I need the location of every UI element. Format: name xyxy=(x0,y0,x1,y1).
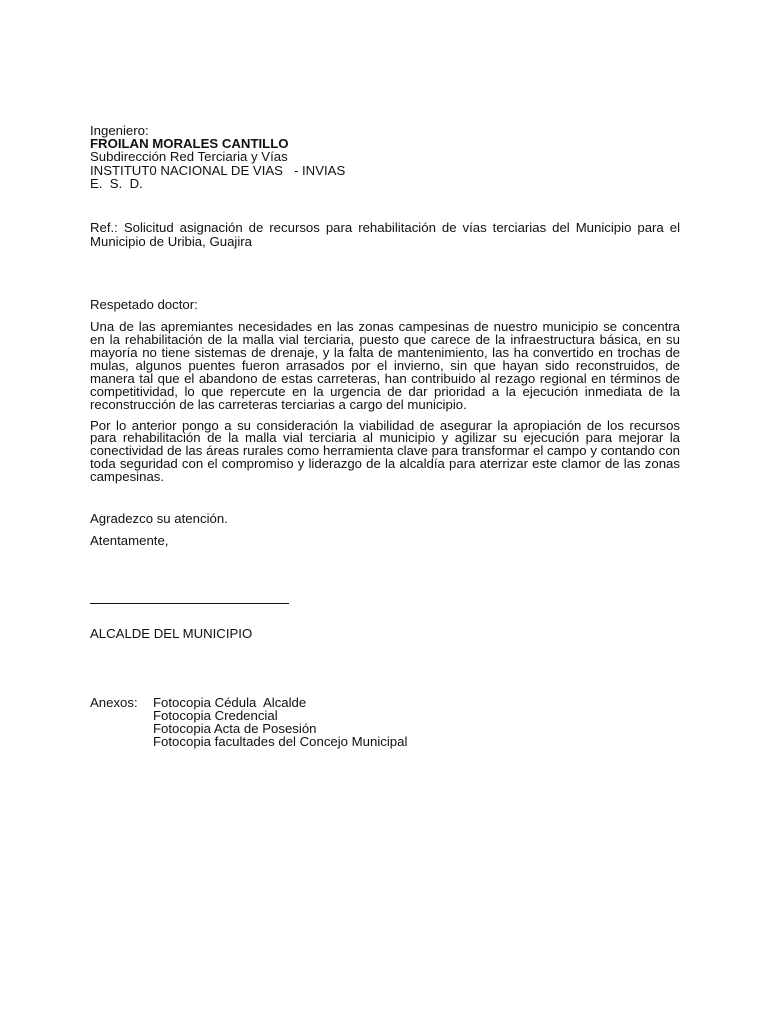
addressee-institution: INSTITUT0 NACIONAL DE VIAS - INVIAS xyxy=(90,162,346,178)
annexes-label: Anexos: xyxy=(90,694,138,710)
annexes-list xyxy=(153,696,680,749)
annex-item: Fotocopia Credencial xyxy=(153,707,278,723)
letter-page xyxy=(90,124,680,749)
reference-line: Ref.: Solicitud asignación de recursos para rehabilitación de vías terciarias del Municipio para el Municipio de Uribia, Guajira xyxy=(90,220,680,250)
addressee-block xyxy=(90,124,680,190)
addressee-title: Ingeniero: xyxy=(90,123,149,138)
body-paragraph-2: Por lo anterior pongo a su consideración la viabilidad de asegurar la apropiación de los recursos para rehabilitación de la malla vial terciaria al municipio y agilizar su ejecución para mejorar la conectividad de las áreas rurales como herramienta clave para transformar el campo y contando con toda seguridad con el compromiso y liderazgo de la alcaldía para aterrizar este clamor de las zonas campesinas. xyxy=(90,417,680,485)
salutation: Respetado doctor: xyxy=(90,297,198,313)
addressee-position: Subdirección Red Terciaria y Vías xyxy=(90,149,288,165)
closing-line: Atentamente, xyxy=(90,533,169,549)
annex-item: Fotocopia facultades del Concejo Municipal xyxy=(153,734,408,750)
thanks-line: Agradezco su atención. xyxy=(90,511,228,527)
signer-title: ALCALDE DEL MUNICIPIO xyxy=(90,625,253,641)
body-paragraph-1: Una de las apremiantes necesidades en las zonas campesinas de nuestro municipio se concentra en la rehabilitación de la malla vial terciaria, puesto que carece de la infraestructura básica, en su mayoría no tiene sistemas de drenaje, y la falta de mantenimiento, las ha convertido en trochas de mulas, algunos puentes fueron arrasados por el invierno, sin que hayan sido reconstruidos, de manera tal que el abandono de estas carreteras, han contribuido al rezago regional en términos de competitividad, lo que repercute en la urgencia de dar prioridad a la ejecución inmediata de la reconstrucción de las carreteras terciarias a cargo del municipio. xyxy=(90,319,680,412)
annexes-block xyxy=(90,696,680,749)
annex-item: Fotocopia Cédula Alcalde xyxy=(153,694,307,710)
signature-line xyxy=(90,603,289,604)
annex-item: Fotocopia Acta de Posesión xyxy=(153,721,317,737)
addressee-name: FROILAN MORALES CANTILLO xyxy=(90,136,289,152)
addressee-esd: E. S. D. xyxy=(90,175,143,191)
